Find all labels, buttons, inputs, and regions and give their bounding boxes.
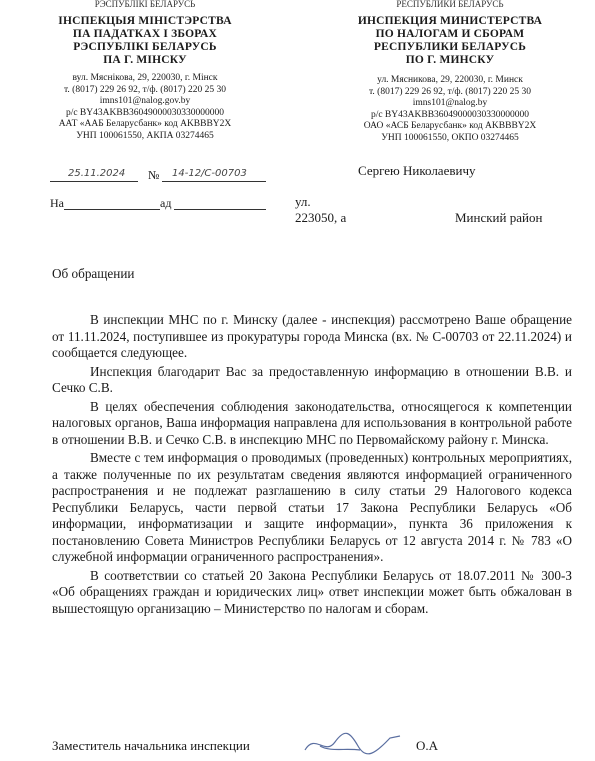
left-letterhead-account: р/с BY43AKBB36049000030330000000 xyxy=(65,107,225,118)
right-letterhead-title-4: ПО Г. МИНСКУ xyxy=(405,54,495,66)
right-letterhead-ids: УНП 100061550, ОКПО 03274465 xyxy=(381,132,519,143)
left-letterhead xyxy=(40,0,250,142)
left-letterhead-title-3: РЭСПУБЛІКІ БЕЛАРУСЬ xyxy=(73,41,217,53)
body-paragraph: Вместе с тем информация о проводимых (проведенных) контрольных мероприятиях, а также полученные по их результатам сведения являются информацией ограниченного распространения и не подлежат разглашению в силу статьи 29 Налогового кодекса Республики Беларусь, части первой статьи 17 Закона Республики Беларусь «Об информации, информатизации и защите информации», пункта 36 приложения к постановлению Совета Министров Республики Беларусь от 12 августа 2014 г. № 783 «О служебной информации ограниченного распространения». xyxy=(52,450,572,564)
body-paragraph: В инспекции МНС по г. Минску (далее - инспекция) рассмотрено Ваше обращение от 11.11.2024, поступившее из прокуратуры города Минска (вх. № С-00703 от 22.11.2024) и сообщается следующее. xyxy=(52,312,572,360)
incoming-from-label: ад xyxy=(160,196,172,210)
left-letterhead-title-2: ПА ПАДАТКАХ І ЗБОРАХ xyxy=(72,28,218,40)
right-letterhead xyxy=(345,0,555,144)
handwritten-signature xyxy=(300,728,410,758)
incoming-underline-2 xyxy=(174,209,266,210)
left-letterhead-phone: т. (8017) 229 26 92, т/ф. (8017) 220 25 30 xyxy=(63,84,227,95)
signer-position: Заместитель начальника инспекции xyxy=(52,738,250,753)
left-letterhead-title-4: ПА Г. МІНСКУ xyxy=(103,54,187,66)
right-letterhead-address: ул. Мясникова, 29, 220030, г. Минск xyxy=(377,75,523,85)
number-underline xyxy=(162,181,266,182)
left-letterhead-top-line: РЭСПУБЛІКІ БЕЛАРУСЬ xyxy=(94,0,196,9)
right-letterhead-title-3: РЕСПУБЛИКИ БЕЛАРУСЬ xyxy=(373,41,527,53)
registration-date: 25.11.2024 xyxy=(68,168,126,179)
incoming-on-label: На xyxy=(50,196,64,210)
registration-number: 14-12/С-00703 xyxy=(172,168,247,179)
left-letterhead-bank: ААТ «ААБ Беларусбанк» код AKBBBY2X xyxy=(58,119,232,129)
letter-subject: Об обращении xyxy=(52,266,135,281)
signer-name: О.А xyxy=(416,738,439,753)
body-paragraph: Инспекция благодарит Вас за предоставленную информацию в отношении В.В. и Сечко С.В. xyxy=(52,363,572,395)
addressee-postal: 223050, а xyxy=(295,210,347,225)
right-letterhead-bank: ОАО «АСБ Беларусбанк» код AKBBBY2X xyxy=(363,121,537,131)
registration-number-sign: № xyxy=(148,168,160,182)
date-underline xyxy=(50,181,138,182)
addressee-name: Сергею Николаевичу xyxy=(358,163,476,178)
incoming-underline-1 xyxy=(64,209,160,210)
right-letterhead-top-line: РЕСПУБЛИКИ БЕЛАРУСЬ xyxy=(396,0,504,9)
right-letterhead-phone: т. (8017) 229 26 92, т/ф. (8017) 220 25 30 xyxy=(368,86,532,97)
right-letterhead-title-1: ИНСПЕКЦИЯ МИНИСТЕРСТВА xyxy=(357,15,543,27)
addressee-district: Минский район xyxy=(455,210,543,225)
addressee-street: ул. xyxy=(295,194,311,209)
left-letterhead-title-1: ІНСПЕКЦЫЯ МІНІСТЭРСТВА xyxy=(58,15,232,27)
body-paragraph: В соответствии со статьей 20 Закона Республики Беларусь от 18.07.2011 № 300-З «Об обращениях граждан и юридических лиц» ответ инспекции может быть обжалован в вышестоящую организацию – Министерство по налогам и сборам. xyxy=(52,567,572,616)
body-paragraph: В целях обеспечения соблюдения законодательства, относящегося к компетенции налоговых органов, Ваша информация направлена для использования в контрольной работе в отношении В.В. и Сечко С.В. в инспекцию МНС по Первомайскому району г. Минска. xyxy=(52,398,572,447)
right-letterhead-account: р/с BY43AKBB36049000030330000000 xyxy=(370,109,530,120)
left-letterhead-email: imns101@nalog.gov.by xyxy=(99,96,191,106)
letter-body xyxy=(52,312,572,619)
left-letterhead-address: вул. Мяснікова, 29, 220030, г. Мінск xyxy=(72,73,218,83)
left-letterhead-ids: УНП 100061550, АКПА 03274465 xyxy=(76,130,214,141)
right-letterhead-title-2: ПО НАЛОГАМ И СБОРАМ xyxy=(375,28,525,40)
right-letterhead-email: imns101@nalog.by xyxy=(412,98,488,108)
